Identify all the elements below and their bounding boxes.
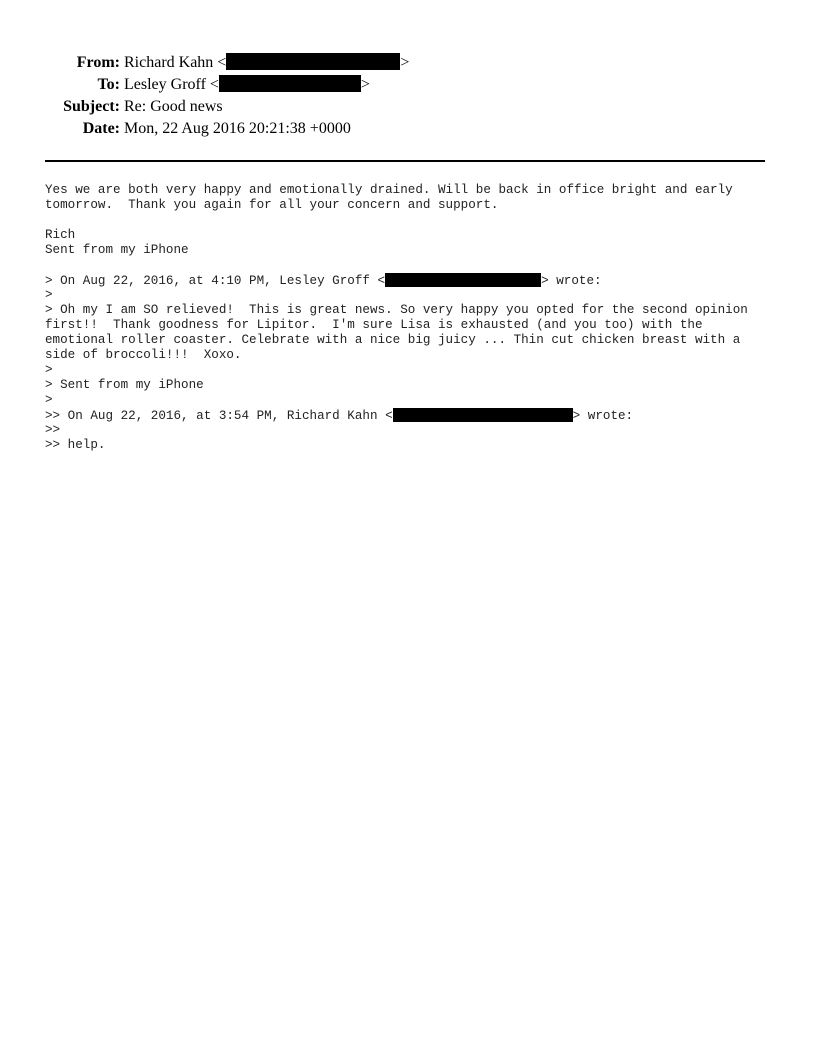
body-line: Yes we are both very happy and emotionally drained. Will be back in office bright and early [45, 183, 733, 197]
body-line [45, 258, 785, 273]
from-name: Richard Kahn < [124, 54, 227, 71]
subject-label: Subject: [63, 98, 120, 115]
email-header [0, 52, 816, 140]
quote-attribution: >> On Aug 22, 2016, at 3:54 PM, Richard Kahn < [45, 409, 393, 423]
quoted-line: >> [45, 423, 61, 437]
quoted-line: > [45, 288, 53, 302]
quoted-line: first!! Thank goodness for Lipitor. I'm sure Lisa is exhausted (and you too) with the [45, 318, 703, 332]
from-row [0, 52, 816, 74]
email-body [45, 183, 785, 453]
quoted-line [45, 408, 785, 423]
redacted-email-block [219, 75, 361, 92]
body-line [45, 213, 785, 228]
quoted-line: > Sent from my iPhone [45, 378, 204, 392]
subject-row [0, 96, 816, 118]
to-label: To: [97, 76, 120, 93]
quoted-line: >> help. [45, 438, 106, 452]
quoted-line: > [45, 363, 53, 377]
redacted-email-block [393, 408, 573, 422]
header-divider [45, 160, 765, 162]
quote-attribution: > On Aug 22, 2016, at 4:10 PM, Lesley Groff < [45, 274, 386, 288]
quote-attribution-end: > wrote: [541, 274, 602, 288]
to-value [124, 74, 370, 96]
body-line: tomorrow. Thank you again for all your concern and support. [45, 198, 499, 212]
quoted-line: side of broccoli!!! Xoxo. [45, 348, 242, 362]
date-row [0, 118, 816, 140]
body-line: Rich [45, 228, 76, 242]
quote-attribution-end: > wrote: [572, 409, 634, 423]
quoted-line: > Oh my I am SO relieved! This is great news. So very happy you opted for the second opinion [45, 303, 748, 317]
quoted-line [45, 273, 785, 288]
to-close-bracket: > [360, 76, 370, 93]
from-close-bracket: > [400, 54, 410, 71]
from-label: From: [76, 54, 120, 71]
subject-value: Re: Good news [124, 98, 223, 115]
quoted-line: emotional roller coaster. Celebrate with a nice big juicy ... Thin cut chicken breast with a [45, 333, 741, 347]
redacted-email-block [226, 53, 400, 70]
date-value: Mon, 22 Aug 2016 20:21:38 +0000 [124, 120, 351, 137]
quoted-line: > [45, 393, 53, 407]
body-line: Sent from my iPhone [45, 243, 189, 257]
to-row [0, 74, 816, 96]
redacted-email-block [385, 273, 541, 287]
date-label: Date: [82, 120, 120, 137]
from-value [124, 52, 409, 74]
to-name: Lesley Groff < [124, 76, 219, 93]
